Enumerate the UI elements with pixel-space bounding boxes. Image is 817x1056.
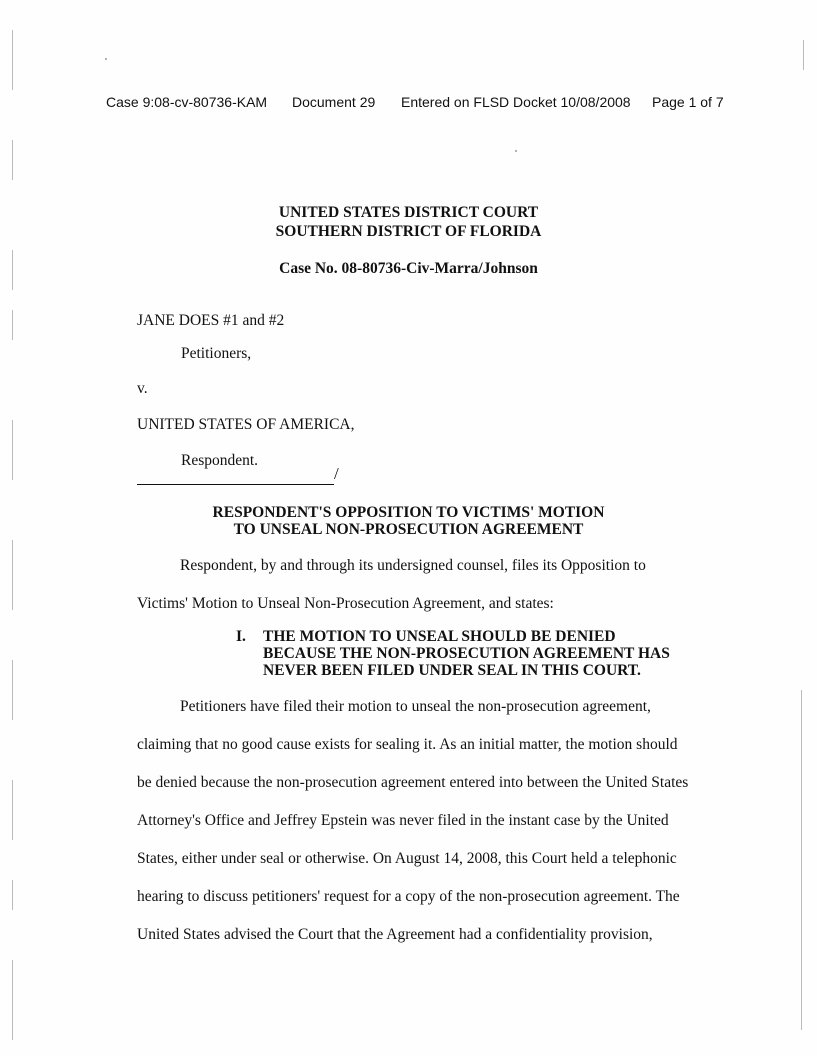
scan-margin-mark [803,40,804,70]
section-heading-line: THE MOTION TO UNSEAL SHOULD BE DENIED [263,628,616,645]
respondent-role: Respondent. [181,452,259,469]
body-line: Petitioners have filed their motion to unseal the non-prosecution agreement, [180,698,651,715]
scan-margin-mark [12,310,13,340]
section-heading [263,628,743,679]
header-page-number: Page 1 of 7 [652,94,724,110]
respondent-name: UNITED STATES OF AMERICA, [137,416,355,433]
court-caption [0,203,817,241]
scan-margin-mark [12,420,13,480]
title-line: RESPONDENT'S OPPOSITION TO VICTIMS' MOTION [212,504,605,521]
petitioners-name: JANE DOES #1 and #2 [137,312,285,329]
title-line: TO UNSEAL NON-PROSECUTION AGREEMENT [233,521,584,538]
body-line: Attorney's Office and Jeffrey Epstein was never filed in the instant case by the United [137,812,669,829]
scan-margin-mark [12,660,13,720]
scan-margin-mark [12,30,13,90]
scan-margin-mark [12,780,13,840]
intro-line: Victims' Motion to Unseal Non-Prosecution Agreement, and states: [137,595,554,612]
scan-speck [105,58,107,60]
document-title [0,504,817,538]
scan-margin-mark [12,880,13,910]
section-heading-line: NEVER BEEN FILED UNDER SEAL IN THIS COURT. [263,662,641,679]
scan-margin-mark [801,690,802,1030]
court-name: UNITED STATES DISTRICT COURT [278,204,539,221]
section-number: I. [236,628,246,645]
body-line: be denied because the non-prosecution agreement entered into between the United States [137,774,689,791]
section-heading-line: BECAUSE THE NON-PROSECUTION AGREEMENT HAS [263,645,670,662]
caption-rule [137,484,334,485]
body-line: States, either under seal or otherwise. On August 14, 2008, this Court held a telephonic [137,850,677,867]
body-line: United States advised the Court that the Agreement had a confidentiality provision, [137,926,653,943]
header-case-number: Case 9:08-cv-80736-KAM [106,94,268,110]
intro-line: Respondent, by and through its undersigned counsel, files its Opposition to [180,557,646,574]
scan-margin-mark [12,960,13,1040]
scan-speck [515,150,517,152]
header-entered-docket: Entered on FLSD Docket 10/08/2008 [401,94,631,110]
caption-slash: / [334,464,339,483]
case-number: Case No. 08-80736-Civ-Marra/Johnson [279,260,538,277]
body-line: claiming that no good cause exists for sealing it. As an initial matter, the motion should [137,736,678,753]
versus: v. [137,380,148,397]
body-line: hearing to discuss petitioners' request for a copy of the non-prosecution agreement. The [137,888,680,905]
scan-margin-mark [12,540,13,610]
scan-margin-mark [12,140,13,180]
court-district: SOUTHERN DISTRICT OF FLORIDA [275,223,542,240]
header-document-number: Document 29 [292,94,376,110]
petitioners-role: Petitioners, [181,345,252,362]
